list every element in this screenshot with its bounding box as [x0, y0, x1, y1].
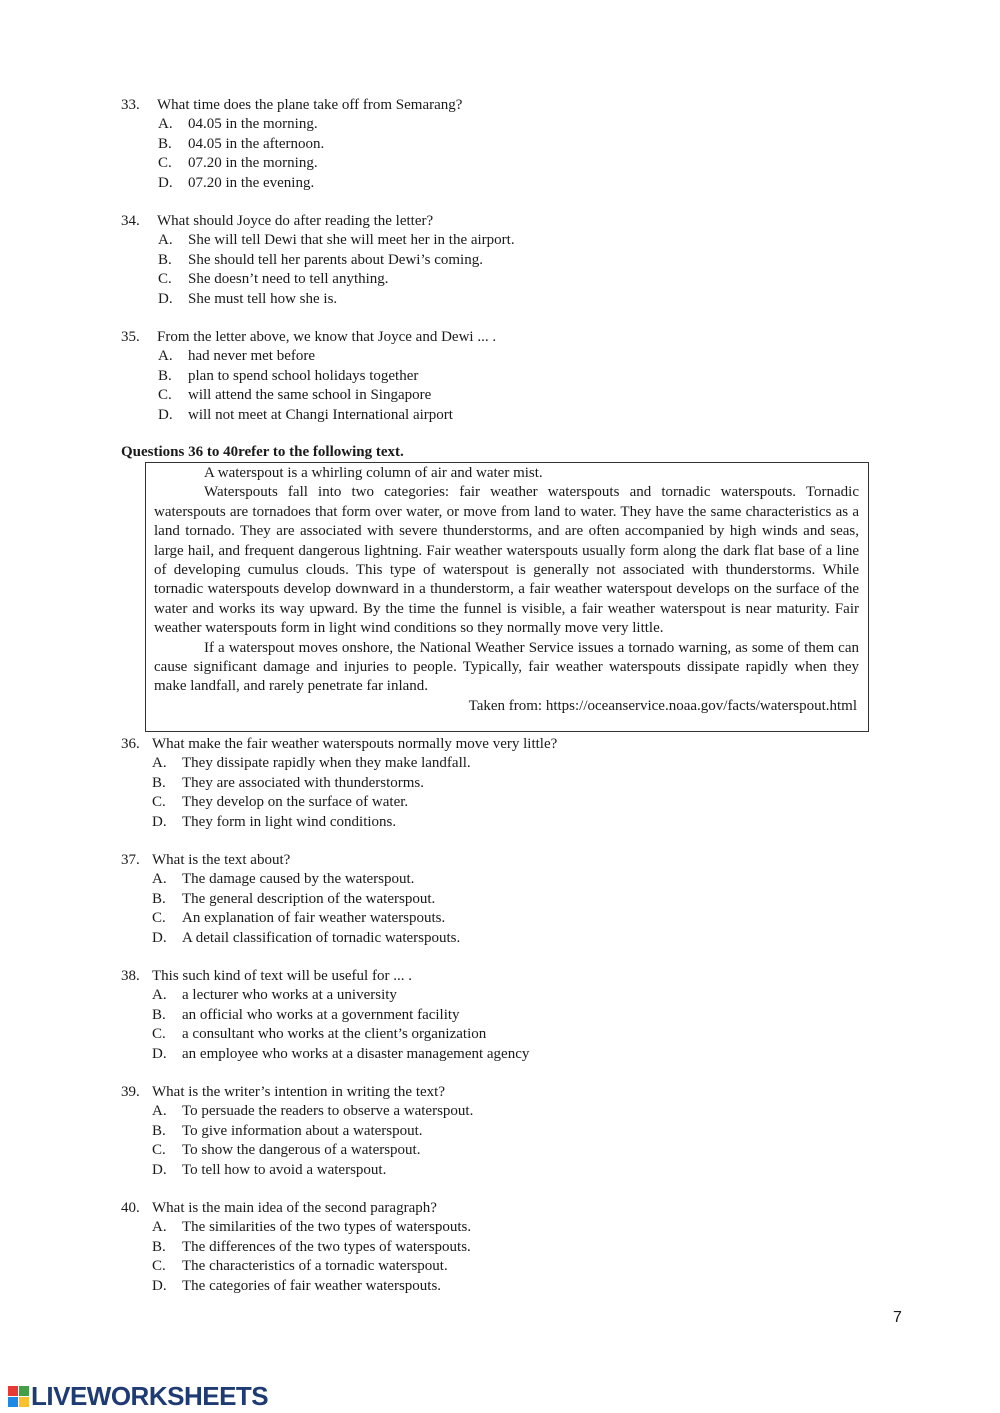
option-letter: B.	[152, 1006, 166, 1023]
option-letter: D.	[152, 1277, 167, 1294]
option-text: 04.05 in the afternoon.	[188, 135, 325, 152]
option-letter: D.	[152, 1161, 167, 1178]
answer-option[interactable]	[121, 1045, 529, 1064]
option-letter: B.	[158, 251, 172, 268]
option-letter: D.	[152, 1045, 167, 1062]
passage-paragraph: A waterspout is a whirling column of air and water mist.	[204, 465, 543, 481]
option-letter: D.	[158, 290, 173, 307]
option-text: 07.20 in the morning.	[188, 155, 318, 172]
answer-option[interactable]	[121, 367, 496, 386]
option-text: will not meet at Changi International airport	[188, 406, 453, 423]
option-text: An explanation of fair weather waterspouts.	[182, 910, 446, 927]
option-letter: D.	[152, 813, 167, 830]
option-letter: C.	[152, 1142, 166, 1159]
option-text: a consultant who works at the client’s organization	[182, 1026, 487, 1043]
option-letter: C.	[152, 1258, 166, 1275]
answer-option[interactable]	[121, 929, 460, 948]
question-text: What is the text about?	[152, 852, 291, 868]
question-36	[121, 735, 557, 832]
answer-option[interactable]	[121, 1141, 473, 1160]
question-35	[121, 328, 496, 425]
question-stem	[121, 1083, 473, 1102]
logo-square-green	[19, 1386, 29, 1396]
passage-source: Taken from: https://oceanservice.noaa.gov/facts/waterspout.html	[468, 697, 857, 714]
question-stem	[121, 1199, 471, 1218]
question-39	[121, 1083, 473, 1180]
answer-option[interactable]	[121, 174, 462, 193]
option-text: She must tell how she is.	[188, 290, 338, 307]
option-letter: A.	[158, 232, 173, 249]
option-letter: B.	[158, 367, 172, 384]
option-letter: C.	[152, 1026, 166, 1043]
question-37	[121, 851, 460, 948]
option-text: They form in light wind conditions.	[182, 813, 397, 830]
option-text: To persuade the readers to observe a waterspout.	[182, 1103, 474, 1120]
question-text: From the letter above, we know that Joyce and Dewi ... .	[157, 329, 497, 345]
answer-option[interactable]	[121, 406, 496, 425]
logo-text: LIVEWORKSHEETS	[31, 1380, 269, 1411]
option-letter: C.	[152, 910, 166, 927]
answer-option[interactable]	[121, 1257, 471, 1276]
option-letter: B.	[152, 890, 166, 907]
option-text: To show the dangerous of a waterspout.	[182, 1142, 421, 1159]
option-text: had never met before	[188, 348, 316, 365]
passage-paragraph: If a waterspout moves onshore, the National Weather Service issues a tornado warning, as some of them can cause significant damage and injuries to people. Typically, fair weather waterspouts dissipate rapidly when they make landfall, and rarely penetrate far inland.	[154, 639, 859, 695]
option-letter: A.	[152, 1219, 167, 1236]
answer-option[interactable]	[121, 347, 496, 366]
answer-option[interactable]	[121, 386, 496, 405]
answer-option[interactable]	[121, 986, 529, 1005]
question-stem	[121, 96, 462, 115]
option-text: She will tell Dewi that she will meet her in the airport.	[188, 232, 515, 249]
answer-option[interactable]	[121, 890, 460, 909]
option-text: A detail classification of tornadic waterspouts.	[182, 929, 461, 946]
answer-option[interactable]	[121, 813, 557, 832]
question-stem	[121, 735, 557, 754]
question-text: What should Joyce do after reading the letter?	[157, 213, 434, 229]
liveworksheets-logo[interactable]	[8, 1381, 268, 1411]
option-text: an employee who works at a disaster management agency	[182, 1045, 530, 1062]
option-letter: A.	[158, 116, 173, 133]
question-text: This such kind of text will be useful for ... .	[152, 968, 412, 984]
option-text: They develop on the surface of water.	[182, 794, 409, 811]
answer-option[interactable]	[121, 870, 460, 889]
option-text: will attend the same school in Singapore	[188, 387, 432, 404]
option-text: To tell how to avoid a waterspout.	[182, 1161, 387, 1178]
option-text: To give information about a waterspout.	[182, 1122, 423, 1139]
option-text: an official who works at a government facility	[182, 1006, 460, 1023]
question-number: 33.	[121, 97, 140, 113]
option-letter: C.	[158, 155, 172, 172]
answer-option[interactable]	[121, 290, 515, 309]
option-text: She should tell her parents about Dewi’s coming.	[188, 251, 483, 268]
logo-grid-icon	[8, 1386, 29, 1407]
question-number: 36.	[121, 736, 140, 752]
question-text: What is the writer’s intention in writing the text?	[152, 1084, 445, 1100]
logo-square-red	[8, 1386, 18, 1396]
question-text: What time does the plane take off from Semarang?	[157, 97, 463, 113]
answer-option[interactable]	[121, 1122, 473, 1141]
option-text: The damage caused by the waterspout.	[182, 871, 415, 888]
question-34	[121, 212, 515, 309]
option-letter: D.	[152, 929, 167, 946]
answer-option[interactable]	[121, 1006, 529, 1025]
answer-option[interactable]	[121, 270, 515, 289]
question-number: 34.	[121, 213, 140, 229]
question-text: What make the fair weather waterspouts normally move very little?	[152, 736, 558, 752]
option-text: They are associated with thunderstorms.	[182, 774, 425, 791]
option-text: plan to spend school holidays together	[188, 367, 419, 384]
passage-paragraph: Waterspouts fall into two categories: fair weather waterspouts and tornadic waterspouts. Tornadic waterspouts are tornadoes that form over water, or move from land to water. They have the same characteristics as a land tornado. They are associated with severe thunderstorms, and are often accompanied by high winds and seas, large hail, and frequent dangerous lightning. Fair weather waterspouts usually form along the dark flat base of a line of developing cumulus clouds. This type of waterspout is generally not associated with thunderstorms. While tornadic waterspouts develop downward in a thunderstorm, a fair weather waterspout develops on the surface of the water and works its way upward. By the time the funnel is visible, a fair weather waterspout is near maturity. Fair weather waterspouts form in light wind conditions so they normally move very little.	[154, 484, 859, 637]
section-heading: Questions 36 to 40refer to the following text.	[121, 444, 404, 460]
question-text: What is the main idea of the second paragraph?	[152, 1200, 437, 1216]
answer-option[interactable]	[121, 793, 557, 812]
question-number: 39.	[121, 1084, 140, 1100]
option-text: 04.05 in the morning.	[188, 116, 318, 133]
option-letter: A.	[152, 987, 167, 1004]
question-38	[121, 967, 529, 1064]
option-text: She doesn’t need to tell anything.	[188, 271, 389, 288]
option-letter: B.	[152, 1122, 166, 1139]
page-number: 7	[893, 1309, 902, 1326]
question-number: 40.	[121, 1200, 140, 1216]
question-stem	[121, 967, 529, 986]
question-number: 38.	[121, 968, 140, 984]
question-number: 37.	[121, 852, 140, 868]
question-stem	[121, 212, 515, 231]
answer-option[interactable]	[121, 1218, 471, 1237]
answer-option[interactable]	[121, 1102, 473, 1121]
answer-option[interactable]	[121, 115, 462, 134]
option-text: The general description of the waterspout.	[182, 890, 436, 907]
answer-option[interactable]	[121, 231, 515, 250]
answer-option[interactable]	[121, 251, 515, 270]
option-letter: B.	[152, 774, 166, 791]
option-text: a lecturer who works at a university	[182, 987, 397, 1004]
option-letter: A.	[158, 348, 173, 365]
option-text: The differences of the two types of waterspouts.	[182, 1238, 471, 1255]
question-number: 35.	[121, 329, 140, 345]
question-40	[121, 1199, 471, 1296]
option-letter: D.	[158, 174, 173, 191]
question-stem	[121, 328, 496, 347]
answer-option[interactable]	[121, 1277, 471, 1296]
answer-option[interactable]	[121, 135, 462, 154]
answer-option[interactable]	[121, 754, 557, 773]
option-letter: D.	[158, 406, 173, 423]
option-letter: C.	[158, 387, 172, 404]
option-letter: A.	[152, 871, 167, 888]
question-33	[121, 96, 462, 193]
answer-option[interactable]	[121, 1025, 529, 1044]
option-letter: B.	[158, 135, 172, 152]
logo-square-blue	[8, 1397, 18, 1407]
option-text: The similarities of the two types of waterspouts.	[182, 1219, 472, 1236]
option-text: The characteristics of a tornadic waterspout.	[182, 1258, 448, 1275]
option-text: The categories of fair weather waterspouts.	[182, 1277, 442, 1294]
answer-option[interactable]	[121, 1238, 471, 1257]
option-letter: A.	[152, 755, 167, 772]
answer-option[interactable]	[121, 154, 462, 173]
option-letter: B.	[152, 1238, 166, 1255]
question-stem	[121, 851, 460, 870]
answer-option[interactable]	[121, 774, 557, 793]
option-letter: A.	[152, 1103, 167, 1120]
logo-square-yellow	[19, 1397, 29, 1407]
answer-option[interactable]	[121, 1161, 473, 1180]
option-letter: C.	[152, 794, 166, 811]
option-letter: C.	[158, 271, 172, 288]
reading-passage	[145, 462, 869, 732]
option-text: 07.20 in the evening.	[188, 174, 315, 191]
option-text: They dissipate rapidly when they make landfall.	[182, 755, 471, 772]
answer-option[interactable]	[121, 909, 460, 928]
